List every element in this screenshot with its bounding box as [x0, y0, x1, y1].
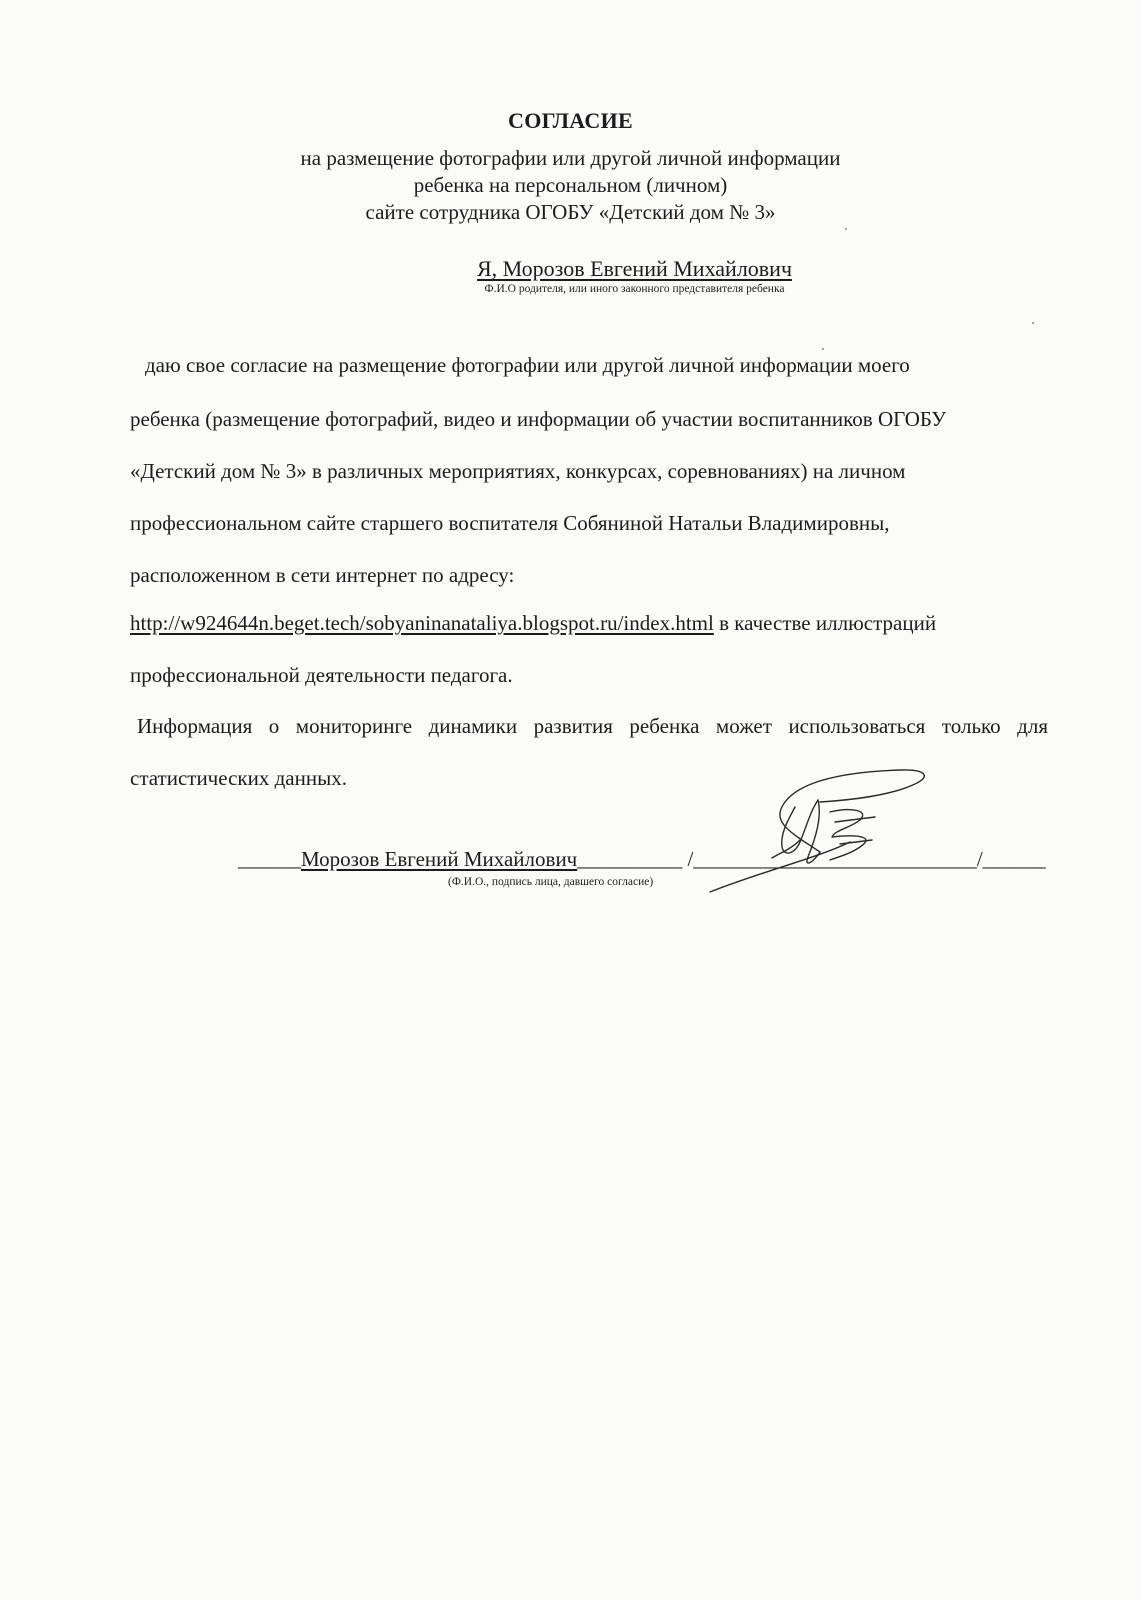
declarant-name: Я, Морозов Евгений Михайлович — [476, 256, 793, 281]
signature-lines: __________ /___________________________/______ — [577, 847, 1046, 871]
body-line-4: профессиональном сайте старшего воспитателя Собяниной Натальи Владимировны, — [130, 511, 890, 535]
url-suffix: в качестве иллюстраций — [713, 611, 937, 635]
signature-caption: (Ф.И.О., подпись лица, давшего согласие) — [448, 876, 654, 888]
scan-speck — [1032, 322, 1034, 324]
document-title: СОГЛАСИЕ — [508, 108, 633, 133]
signer-name: Морозов Евгений Михайлович — [301, 847, 578, 871]
declarant-name-line — [0, 256, 1141, 282]
signature-prefix: ______ — [238, 847, 301, 871]
handwritten-signature — [700, 762, 950, 902]
subtitle-line-2: ребенка на персональном (личном) — [413, 173, 728, 197]
body-line-6 — [130, 611, 936, 636]
scan-speck — [822, 348, 824, 350]
body-line-5: расположенном в сети интернет по адресу: — [130, 563, 515, 587]
body-line-3: «Детский дом № 3» в различных мероприятиях, конкурсах, соревнованиях) на личном — [130, 459, 906, 483]
body-line-1: даю свое согласие на размещение фотографии или другой личной информации моего — [145, 353, 910, 377]
scan-speck — [845, 228, 847, 230]
body-line-8: Информация о мониторинге динамики развития ребенка может использоваться только для — [137, 714, 1048, 738]
body-line-2: ребенка (размещение фотографий, видео и информации об участии воспитанников ОГОБУ — [130, 407, 947, 431]
site-url-link[interactable]: http://w924644n.beget.tech/sobyaninanataliya.blogspot.ru/index.html — [130, 611, 714, 635]
subtitle-line-3: сайте сотрудника ОГОБУ «Детский дом № 3» — [365, 200, 776, 224]
body-line-9: статистических данных. — [130, 766, 347, 790]
subtitle-line-1: на размещение фотографии или другой личной информации — [300, 146, 841, 170]
declarant-caption: Ф.И.О родителя, или иного законного представителя ребенка — [484, 283, 785, 295]
body-line-7: профессиональной деятельности педагога. — [130, 663, 513, 687]
